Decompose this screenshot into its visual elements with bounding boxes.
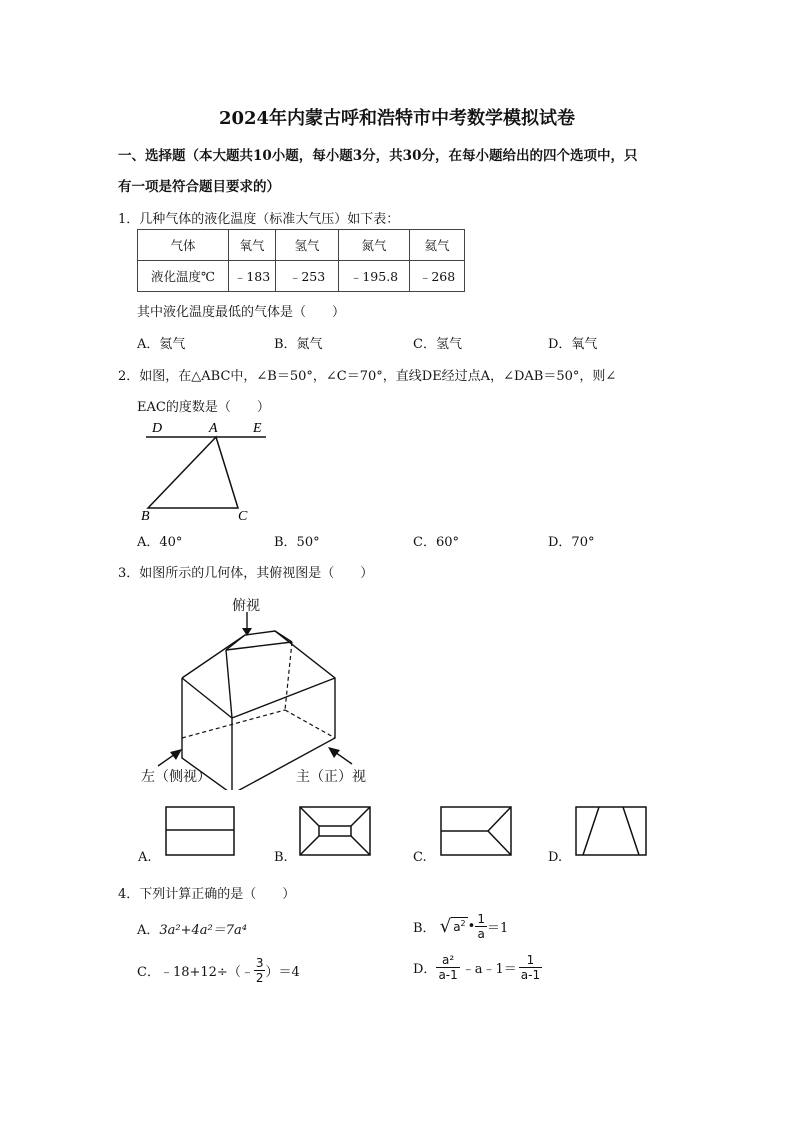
q3-option-b-figure <box>299 806 371 858</box>
fraction-denominator: a-1 <box>438 968 458 982</box>
fraction-numerator: 1 <box>519 953 542 968</box>
table-cell: ﹣253 <box>276 261 339 292</box>
q4-option-b-radicand <box>451 917 467 934</box>
q4-option-c <box>137 956 300 985</box>
fraction-numerator: 3 <box>255 956 264 970</box>
q1-option-b: B．氮气 <box>274 337 323 352</box>
table-header-cell: 氧气 <box>229 230 276 261</box>
q3-option-d-label: D. <box>548 850 563 865</box>
q4-option-d <box>413 953 542 982</box>
section-heading-line-2: 有一项是符合题目要求的） <box>118 179 280 195</box>
table-header-cell: 氦气 <box>410 230 465 261</box>
label-c: C <box>238 509 248 524</box>
question-1-stem: 1．几种气体的液化温度（标准大气压）如下表： <box>118 212 400 227</box>
q3-option-d-figure <box>575 806 647 858</box>
table-header-cell: 气体 <box>138 230 229 261</box>
question-4-stem: 4．下列计算正确的是（ ） <box>118 887 296 902</box>
dot-operator: • <box>467 919 476 934</box>
label-e: E <box>253 421 262 436</box>
q1-option-a: A．氦气 <box>137 337 186 352</box>
radicand-base: a <box>453 920 461 934</box>
q4-option-c-prefix: C． <box>137 965 160 980</box>
front-view-arrowhead <box>328 747 340 758</box>
side-wedge <box>488 807 511 855</box>
page-title: 2024年内蒙古呼和浩特市中考数学模拟试卷 <box>218 108 576 129</box>
gas-temperature-table <box>137 229 465 292</box>
table-cell: ﹣195.8 <box>339 261 410 292</box>
edge <box>182 678 232 718</box>
q2-option-d: D．70° <box>548 535 595 550</box>
house-solid-figure <box>130 590 390 790</box>
question-2-stem-line-1: 2．如图，在△ABC中，∠B＝50°，∠C＝70°，直线DE经过点A，∠DAB＝50°，则∠ <box>118 369 617 384</box>
question-1-prompt: 其中液化温度最低的气体是（ ） <box>137 305 346 320</box>
q4-option-d-fraction-2 <box>519 953 542 982</box>
q4-option-a-expr: 3a²+4a²＝7a⁴ <box>159 923 247 938</box>
q4-option-a-prefix: A． <box>137 923 160 938</box>
q4-option-c-right: ）＝4 <box>265 965 300 980</box>
q2-option-a: A．40° <box>137 535 183 550</box>
section-heading-line-1: 一、选择题（本大题共10小题，每小题3分，共30分，在每小题给出的四个选项中，只 <box>118 148 638 164</box>
q3-option-a-label: A. <box>138 850 152 865</box>
triangle-abc <box>148 437 238 508</box>
q4-option-b <box>413 912 508 941</box>
hidden-edge <box>182 710 285 738</box>
triangle-figure <box>136 416 276 524</box>
label-front-view: 主（正）视 <box>296 769 366 785</box>
sqrt-icon: √ <box>439 916 452 937</box>
question-2-stem-line-2: EAC的度数是（ ） <box>137 400 270 415</box>
fraction-denominator: 2 <box>255 971 264 985</box>
outer-rect <box>300 807 370 855</box>
fraction-denominator: a <box>477 927 485 941</box>
side-view-arrowhead <box>170 749 182 760</box>
edge <box>623 807 639 855</box>
q4-option-b-prefix: B． <box>413 921 436 936</box>
table-row-label: 液化温度℃ <box>138 261 229 292</box>
table-header-cell: 氢气 <box>276 230 339 261</box>
table-cell: ﹣183 <box>229 261 276 292</box>
q2-option-b: B．50° <box>274 535 320 550</box>
section-heading <box>118 141 698 203</box>
fraction-numerator: a² <box>436 953 459 968</box>
edge <box>226 642 292 650</box>
label-side-view: 左（侧视） <box>141 769 211 785</box>
label-a: A <box>209 421 218 436</box>
q4-option-b-tail: ＝1 <box>486 921 509 936</box>
q4-option-a <box>137 919 247 938</box>
roof-bottom <box>300 836 370 855</box>
outer-rect <box>576 807 646 855</box>
q3-option-c-label: C. <box>413 850 427 865</box>
q4-option-c-left: ﹣18+12÷（﹣ <box>159 965 254 980</box>
hidden-edge <box>285 642 292 710</box>
edge <box>232 678 335 718</box>
radicand-exponent: 2 <box>460 919 466 928</box>
label-d: D <box>152 421 163 436</box>
table-cell: ﹣268 <box>410 261 465 292</box>
q4-option-b-fraction <box>475 912 487 941</box>
q3-option-b-label: B. <box>274 850 288 865</box>
fraction-numerator: 1 <box>477 912 485 926</box>
q4-option-d-prefix: D． <box>413 962 437 977</box>
edge <box>275 631 292 642</box>
table-header-cell: 氮气 <box>339 230 410 261</box>
q3-option-c-figure <box>440 806 512 858</box>
q3-option-a-figure <box>165 806 235 858</box>
outer-rect <box>166 807 234 855</box>
hidden-edge <box>285 710 335 738</box>
label-b: B <box>141 509 150 524</box>
label-top-view: 俯视 <box>232 598 260 614</box>
q4-option-d-middle: ﹣a﹣1＝ <box>461 962 517 977</box>
edge <box>226 650 232 718</box>
q4-option-c-fraction <box>254 956 266 985</box>
table-header-row <box>138 230 465 261</box>
q4-option-d-fraction-1 <box>436 953 459 982</box>
fraction-denominator: a-1 <box>520 968 541 982</box>
question-3-stem: 3．如图所示的几何体，其俯视图是（ ） <box>118 566 374 581</box>
edge <box>583 807 599 855</box>
q1-option-d: D．氧气 <box>548 337 598 352</box>
roof-top <box>300 807 370 826</box>
q1-option-c: C．氢气 <box>413 337 462 352</box>
table-row <box>138 261 465 292</box>
q2-option-c: C．60° <box>413 535 459 550</box>
